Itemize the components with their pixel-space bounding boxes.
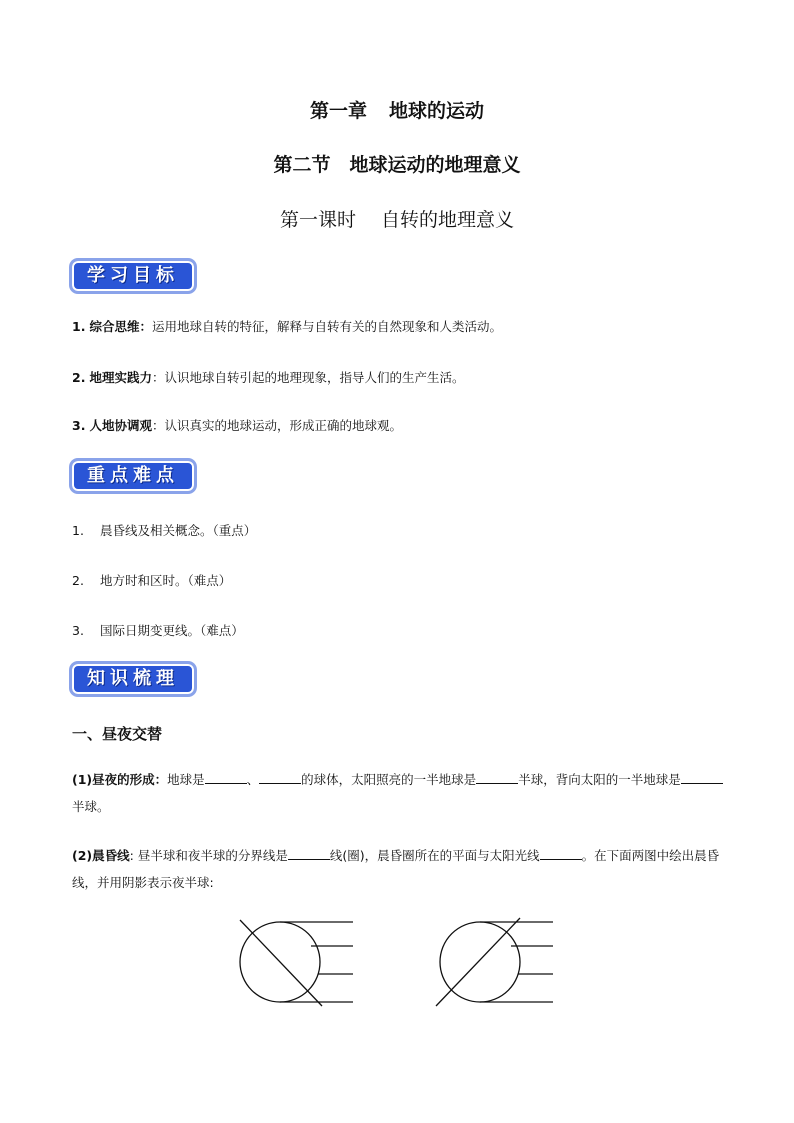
axis-line xyxy=(240,920,322,1006)
fill-blank xyxy=(259,771,301,784)
section-heading: 一、昼夜交替 xyxy=(72,725,163,743)
fill-blank xyxy=(205,771,247,784)
fill-blank xyxy=(476,771,518,784)
fill-blank xyxy=(288,847,330,860)
goal-item: 2. 地理实践力：认识地球自转引起的地理现象，指导人们的生产生活。 xyxy=(72,370,465,385)
knowledge-review-banner: 知识梳理 xyxy=(72,664,194,694)
fill-blank xyxy=(540,847,582,860)
diagram-right xyxy=(436,918,553,1006)
key-point-item: 1. 晨昏线及相关概念。（重点） xyxy=(72,523,257,538)
terminator-diagrams xyxy=(220,912,580,1012)
lesson-title: 第一课时 自转的地理意义 xyxy=(279,209,515,231)
chapter-title xyxy=(0,96,794,123)
key-points-banner: 重点难点 xyxy=(72,461,194,491)
chapter-number: 第一章 xyxy=(309,100,367,122)
diagram-left xyxy=(240,920,353,1006)
section-title: 第二节 地球运动的地理意义 xyxy=(273,154,521,176)
axis-line xyxy=(436,918,520,1006)
key-point-item: 2. 地方时和区时。（难点） xyxy=(72,573,232,588)
paragraph-terminator: (2)晨昏线: 昼半球和夜半球的分界线是 线(圈)，晨昏圈所在的平面与太阳光线 。在下面两图中绘出晨昏线，并用阴影表示夜半球: xyxy=(72,848,720,890)
key-point-item: 3. 国际日期变更线。（难点） xyxy=(72,623,244,638)
paragraph-day-night-formation: (1)昼夜的形成：地球是 、 的球体，太阳照亮的一半地球是 半球，背向太阳的一半地球是半球。 xyxy=(72,766,724,820)
goal-item: 3. 人地协调观：认识真实的地球运动，形成正确的地球观。 xyxy=(72,418,402,433)
fill-blank xyxy=(681,771,723,784)
learning-goals-banner: 学习目标 xyxy=(72,261,194,291)
chapter-name: 地球的运动 xyxy=(389,100,485,122)
goal-item: 1. 综合思维：运用地球自转的特征，解释与自转有关的自然现象和人类活动。 xyxy=(72,319,502,334)
